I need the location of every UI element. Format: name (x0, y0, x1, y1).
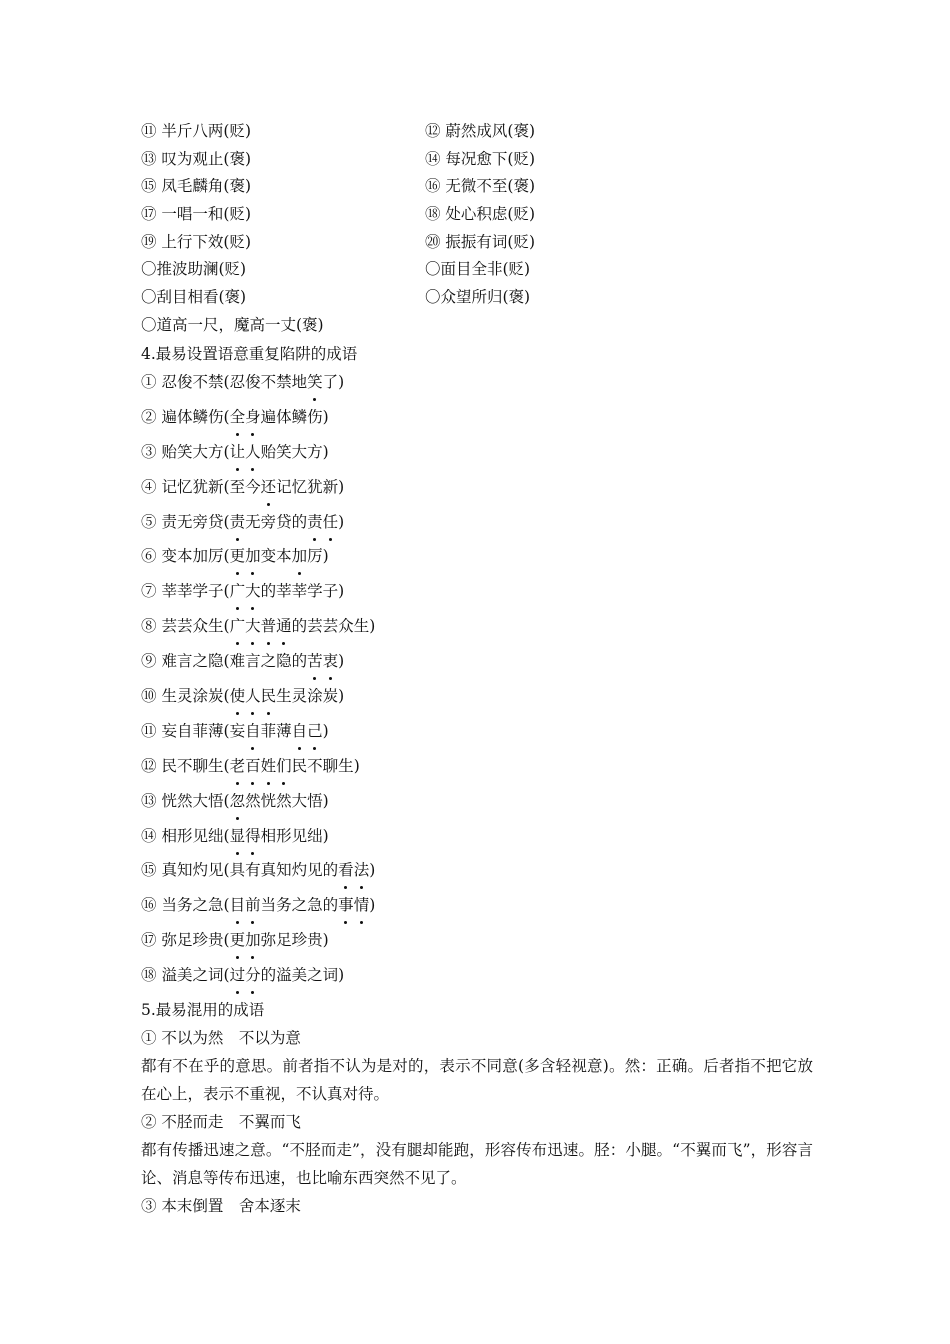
item-number: ⑥ (141, 547, 162, 566)
idiom-item (141, 890, 841, 925)
emphasis-char: 得 (245, 821, 261, 851)
idiom-item: ⑫ 蔚然成风(褒) (425, 122, 536, 140)
item-text: 芸芸众生(广大普通的芸芸众生) (161, 617, 375, 635)
idiom-item (141, 960, 841, 995)
item-number: ⑤ (141, 512, 162, 531)
emphasis-char: 让 (230, 437, 246, 467)
emphasis-char: 看 (338, 855, 354, 885)
entry-title: ① 不以为然 不以为意 (141, 1029, 301, 1047)
item-number: ⑪ (141, 721, 162, 740)
idiom-item (141, 786, 841, 821)
emphasis-char: 们 (276, 751, 292, 781)
item-number: ⑬ (141, 791, 162, 810)
idiom-row (141, 284, 841, 312)
idiom-item (141, 681, 841, 716)
item-number: ⑧ (141, 617, 162, 636)
idiom-row (141, 201, 841, 229)
item-text: 弥足珍贵(更加弥足珍贵) (161, 931, 328, 949)
entry-title: ③ 本末倒置 舍本逐末 (141, 1197, 301, 1215)
item-text: 溢美之词(过分的溢美之词) (161, 966, 344, 984)
emphasis-char: 大 (245, 576, 261, 606)
emphasis-char: 责 (307, 507, 323, 537)
idiom-row (141, 256, 841, 284)
emphasis-char: 加 (245, 541, 261, 571)
idiom-item: 〇面目全非(贬) (425, 260, 531, 279)
idiom-item: ⑱ 处心积虑(贬) (425, 205, 536, 224)
section-4-heading: 4.最易设置语意重复陷阱的成语 (141, 345, 358, 363)
emphasis-char: 任 (323, 507, 339, 537)
emphasis-char: 加 (292, 541, 308, 571)
idiom-item: 〇推波助澜(贬) (141, 260, 247, 279)
emphasis-char: 分 (245, 960, 261, 990)
idiom-item (141, 646, 841, 681)
emphasis-char: 更 (230, 925, 246, 955)
item-text: 生灵涂炭(使人民生灵涂炭) (161, 687, 344, 705)
idiom-item (141, 925, 841, 960)
emphasis-char: 通 (276, 611, 292, 641)
idiom-item: 〇道高一尺，魔高一丈(褒) (141, 315, 324, 334)
item-text: 忍俊不禁(忍俊不禁地笑了) (161, 373, 344, 391)
idiom-row (141, 173, 841, 201)
emphasis-char: 自 (245, 716, 261, 746)
entry-title: ② 不胫而走 不翼而飞 (141, 1113, 301, 1131)
emphasis-char: 姓 (261, 751, 277, 781)
idiom-item (141, 367, 841, 402)
idiom-item (141, 611, 841, 646)
emphasis-char: 法 (354, 855, 370, 885)
idiom-item (141, 716, 841, 751)
item-text: 责无旁贷(责无旁贷的责任) (161, 513, 344, 531)
idiom-item (141, 437, 841, 472)
idiom-row (141, 146, 841, 174)
item-number: ⑨ (141, 652, 162, 671)
emphasis-char: 民 (261, 681, 277, 711)
item-number: ⑭ (141, 826, 162, 845)
emphasis-char: 事 (338, 890, 354, 920)
entry-description: 都有传播迅速之意。“不胫而走”，没有腿却能跑，形容传布迅速。胫：小腿。“不翼而飞”，形容言论、消息等传布迅速，也比喻东西突然不见了。 (141, 1141, 813, 1187)
idiom-item: 〇众望所归(褒) (425, 288, 531, 307)
emphasis-char: 自 (292, 716, 308, 746)
emphasis-char: 笑 (307, 367, 323, 397)
item-number: ⑫ (141, 756, 162, 775)
item-number: ② (141, 407, 162, 426)
emphasis-char: 过 (230, 960, 246, 990)
idiom-item: ⑲ 上行下效(贬) (141, 232, 252, 251)
emphasis-char: 大 (245, 611, 261, 641)
item-number: ⑱ (141, 966, 162, 985)
emphasis-char: 忽 (230, 786, 246, 816)
item-text: 恍然大悟(忽然恍然大悟) (161, 792, 328, 810)
item-number: ⑰ (141, 931, 162, 950)
emphasis-char: 使 (230, 681, 246, 711)
item-text: 变本加厉(更加变本加厉) (161, 547, 328, 565)
section-3-list (141, 118, 841, 340)
idiom-item: ⑪ 半斤八两(贬) (141, 122, 252, 140)
idiom-item (141, 472, 841, 507)
emphasis-char: 情 (354, 890, 370, 920)
emphasis-char: 前 (245, 890, 261, 920)
idiom-row (141, 229, 841, 257)
entry-description: 都有不在乎的意思。前者指不认为是对的，表示不同意(多含轻视意)。然：正确。后者指不把它放在心上，表示不重视，不认真对待。 (141, 1057, 813, 1103)
idiom-item (141, 576, 841, 611)
item-text: 难言之隐(难言之隐的苦衷) (161, 652, 344, 670)
emphasis-char: 人 (245, 437, 261, 467)
section-5 (141, 996, 813, 1220)
idiom-item (141, 541, 841, 576)
section-5-heading: 5.最易混用的成语 (141, 1001, 265, 1019)
emphasis-char: 苦 (307, 646, 323, 676)
idiom-item: 〇刮目相看(褒) (141, 288, 247, 307)
idiom-row (141, 312, 841, 340)
idiom-row (141, 118, 841, 146)
item-number: ⑦ (141, 582, 162, 601)
emphasis-char: 普 (261, 611, 277, 641)
idiom-item: ⑳ 振振有词(贬) (425, 232, 536, 251)
item-text: 贻笑大方(让人贻笑大方) (161, 443, 328, 461)
item-number: ④ (141, 477, 162, 496)
idiom-item (141, 507, 841, 542)
item-number: ⑮ (141, 861, 162, 880)
section-4-list (141, 367, 841, 995)
idiom-item: ⑭ 每况愈下(贬) (425, 149, 536, 168)
idiom-item (141, 821, 841, 856)
emphasis-char: 百 (245, 751, 261, 781)
item-number: ⑩ (141, 687, 162, 706)
emphasis-char: 广 (230, 611, 246, 641)
emphasis-char: 衷 (323, 646, 339, 676)
emphasis-char: 目 (230, 890, 246, 920)
item-text: 真知灼见(具有真知灼见的看法) (161, 861, 375, 879)
emphasis-char: 身 (245, 402, 261, 432)
idiom-item: ⑰ 一唱一和(贬) (141, 205, 252, 224)
emphasis-char: 老 (230, 751, 246, 781)
item-text: 当务之急(目前当务之急的事情) (161, 896, 375, 914)
idiom-item (141, 751, 841, 786)
item-number: ③ (141, 442, 162, 461)
item-number: ① (141, 373, 162, 391)
idiom-item (141, 402, 841, 437)
item-text: 相形见绌(显得相形见绌) (161, 827, 328, 845)
idiom-item: ⑮ 凤毛麟角(褒) (141, 177, 252, 196)
item-text: 民不聊生(老百姓们民不聊生) (161, 757, 359, 775)
emphasis-char: 还 (261, 472, 277, 502)
emphasis-char: 显 (230, 821, 246, 851)
item-text: 记忆犹新(至今还记忆犹新) (161, 478, 344, 496)
emphasis-char: 加 (245, 925, 261, 955)
emphasis-char: 己 (307, 716, 323, 746)
emphasis-char: 广 (230, 576, 246, 606)
idiom-item: ⑯ 无微不至(褒) (425, 177, 536, 196)
idiom-item: ⑬ 叹为观止(褒) (141, 149, 252, 168)
item-text: 遍体鳞伤(全身遍体鳞伤) (161, 408, 328, 426)
item-text: 妄自菲薄(妄自菲薄自己) (161, 722, 328, 740)
item-number: ⑯ (141, 896, 162, 915)
emphasis-char: 全 (230, 402, 246, 432)
emphasis-char: 更 (230, 541, 246, 571)
emphasis-char: 责 (230, 507, 246, 537)
emphasis-char: 人 (245, 681, 261, 711)
item-text: 莘莘学子(广大的莘莘学子) (161, 582, 344, 600)
idiom-item (141, 855, 841, 890)
